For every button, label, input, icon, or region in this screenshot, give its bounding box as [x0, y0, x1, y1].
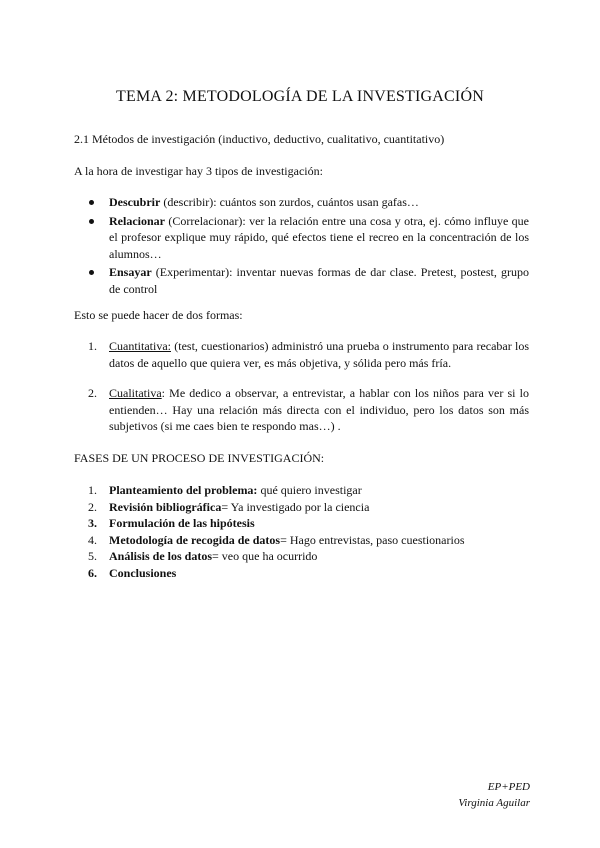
type-term: Ensayar [109, 265, 152, 279]
phase-desc: qué quiero investigar [257, 483, 362, 497]
phases-heading: FASES DE UN PROCESO DE INVESTIGACIÓN: [74, 451, 325, 465]
item-number: 4. [88, 532, 97, 547]
section-heading: 2.1 Métodos de investigación (inductivo, deductivo, cualitativo, cuantitativo) [74, 132, 445, 146]
list-item [74, 515, 529, 532]
list-item [74, 338, 529, 371]
list-item [74, 264, 529, 297]
list-item [74, 194, 529, 211]
item-number: 1. [88, 339, 97, 353]
phase-term: Metodología de recogida de datos [109, 532, 281, 547]
bullet-icon [89, 200, 94, 205]
type-desc: (describir): cuántos son zurdos, cuántos usan gafas… [160, 195, 419, 209]
bullet-icon [89, 219, 94, 224]
phase-term: Revisión bibliográfica [109, 499, 222, 514]
research-types-list [74, 194, 529, 299]
type-desc: (Correlacionar): ver la relación entre una cosa y otra, ej. cómo influye que el profesor explique muy rápido, qué efectos tiene el recreo en la concentración de los alumnos… [109, 213, 529, 261]
form-desc: (test, cuestionarios) administró una prueba o instrumento para recabar los datos de aquello que quiera ver, es más objetiva, y sólida pero más fría. [109, 339, 529, 370]
list-item [74, 482, 529, 499]
list-item [74, 532, 529, 549]
item-number: 6. [88, 565, 97, 580]
item-number: 3. [88, 516, 97, 530]
list-item [74, 565, 529, 582]
phase-term: Conclusiones [109, 565, 177, 580]
phase-desc: = Hago entrevistas, paso cuestionarios [280, 532, 465, 547]
list-item [74, 499, 529, 516]
form-desc: : Me dedico a observar, a entrevistar, a hablar con los niños para ver si lo entienden… Hay una relación más directa con el individuo, pero los datos son más subjetivos (si me caes bien te respondo mas…) . [109, 386, 529, 433]
phase-desc: = veo que ha ocurrido [212, 549, 318, 563]
intro-paragraph: A la hora de investigar hay 3 tipos de investigación: [74, 164, 323, 178]
form-term: Cualitativa [109, 386, 162, 400]
page-title: TEMA 2: METODOLOGÍA DE LA INVESTIGACIÓN [116, 88, 484, 105]
list-item [74, 548, 529, 565]
forms-intro: Esto se puede hacer de dos formas: [74, 308, 243, 322]
item-number: 2. [88, 499, 97, 514]
item-number: 1. [88, 483, 97, 497]
type-term: Descubrir [109, 195, 161, 209]
type-desc: (Experimentar): inventar nuevas formas de dar clase. Pretest, postest, grupo de control [109, 265, 529, 296]
list-item [74, 385, 529, 435]
phase-term: Planteamiento del problema: [109, 483, 258, 497]
item-number: 2. [88, 386, 97, 400]
bullet-icon [89, 270, 94, 275]
phases-list [74, 482, 529, 581]
list-item [74, 213, 529, 263]
footer-author: Virginia Aguilar [458, 797, 530, 809]
phase-term: Análisis de los datos [109, 549, 213, 563]
forms-list-2 [74, 385, 529, 435]
item-number: 5. [88, 549, 97, 563]
forms-list-1 [74, 338, 529, 371]
type-term: Relacionar [109, 213, 165, 228]
form-term: Cuantitativa: [109, 339, 171, 353]
phase-term: Formulación de las hipótesis [109, 516, 255, 530]
footer-course: EP+PED [487, 781, 530, 793]
phase-desc: = Ya investigado por la ciencia [221, 499, 370, 514]
